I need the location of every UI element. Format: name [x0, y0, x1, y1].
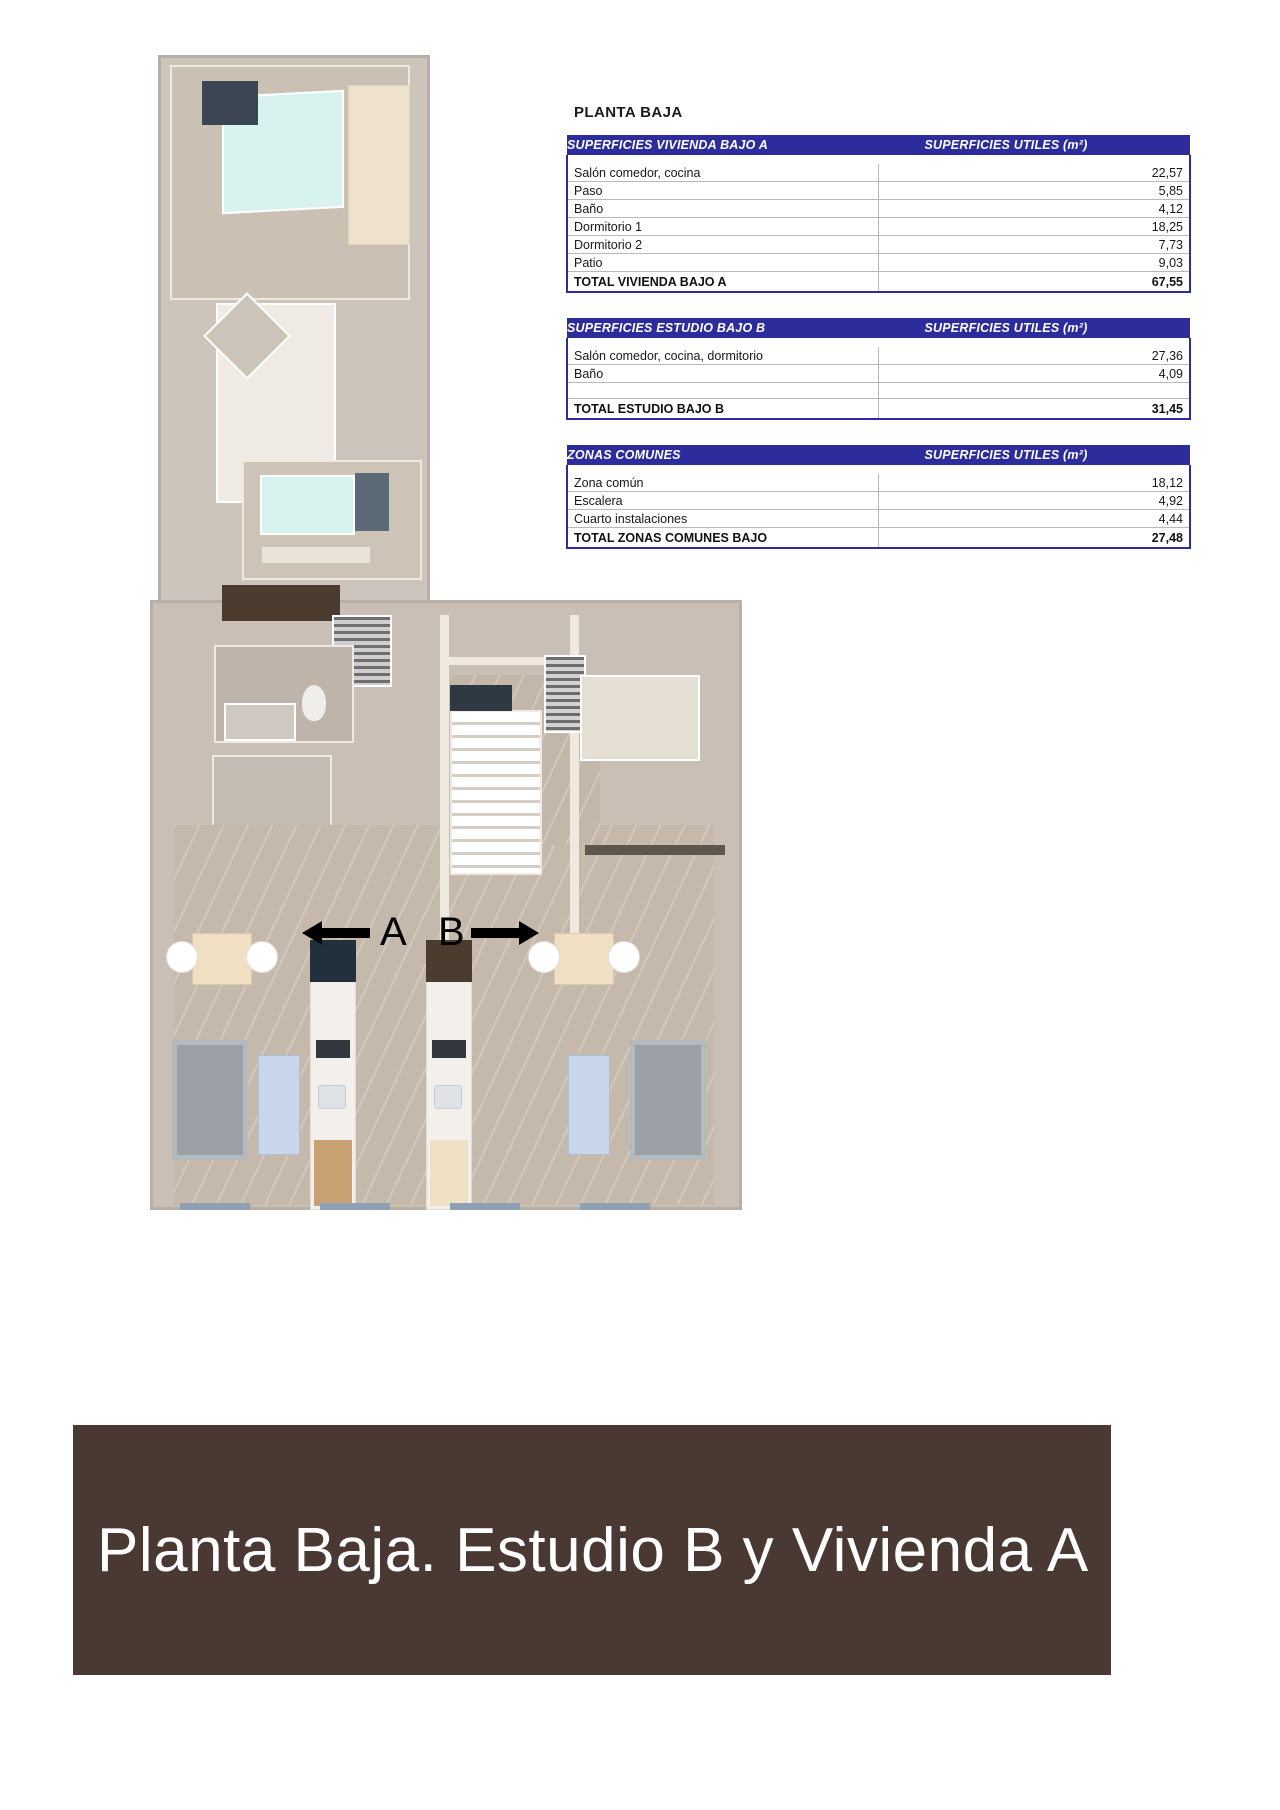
total-label: TOTAL ZONAS COMUNES BAJO: [567, 528, 879, 549]
table-header-left: SUPERFICIES VIVIENDA BAJO A: [567, 135, 879, 155]
row-value: 5,85: [879, 182, 1191, 200]
page-title: PLANTA BAJA: [574, 104, 683, 121]
row-label: Paso: [567, 182, 879, 200]
caption-banner: [73, 1425, 1111, 1675]
sink-icon: [318, 1085, 346, 1109]
table-row: [567, 474, 1190, 492]
table-row: [567, 365, 1190, 383]
table-row: [567, 218, 1190, 236]
wood-furniture-bar: [222, 585, 340, 621]
row-label: Cuarto instalaciones: [567, 510, 879, 528]
table-header-right: SUPERFICIES UTILES (m²): [879, 135, 1191, 155]
surfaces-tables-panel: [566, 104, 1198, 574]
row-label: Baño: [567, 365, 879, 383]
row-value: 18,25: [879, 218, 1191, 236]
pillow-dormitorio-2: [355, 473, 389, 531]
table-spacer: [567, 155, 1190, 164]
table-row: [567, 236, 1190, 254]
table-total-row: [567, 528, 1190, 549]
row-label: Escalera: [567, 492, 879, 510]
dark-divider-line: [585, 845, 725, 855]
closet-area: [212, 755, 332, 827]
row-value: 7,73: [879, 236, 1191, 254]
marker-a: [300, 910, 407, 955]
table-row: [567, 492, 1190, 510]
wardrobe-dormitorio-1: [348, 85, 410, 245]
row-value: 4,09: [879, 365, 1191, 383]
left-arrow-icon: [300, 916, 372, 950]
chair-icon: [166, 941, 198, 973]
marker-a-label: A: [380, 910, 407, 954]
hob-icon: [316, 1040, 350, 1058]
stair-landing: [450, 685, 512, 711]
chair-icon: [246, 941, 278, 973]
row-value: 27,36: [879, 347, 1191, 365]
rug-vivienda-a: [258, 1055, 300, 1155]
sink-icon: [434, 1085, 462, 1109]
wood-panel: [430, 1140, 468, 1206]
row-value: 18,12: [879, 474, 1191, 492]
row-value-empty: [879, 383, 1191, 399]
sofa-vivienda-a: [172, 1040, 248, 1160]
table-header-row: [567, 445, 1190, 465]
table-header-left: SUPERFICIES ESTUDIO BAJO B: [567, 318, 879, 338]
table-total-row: [567, 272, 1190, 293]
total-value: 67,55: [879, 272, 1191, 293]
bathtub-icon: [224, 703, 296, 741]
escalera-stairs: [450, 710, 542, 875]
row-label: Dormitorio 2: [567, 236, 879, 254]
table-spacer: [567, 465, 1190, 474]
wood-panel: [314, 1140, 352, 1206]
dining-table-estudio-b: [554, 933, 614, 985]
headboard-dormitorio-1: [202, 81, 258, 125]
table-spacer: [567, 338, 1190, 347]
total-value: 31,45: [879, 399, 1191, 420]
table-row: [567, 164, 1190, 182]
row-label: Dormitorio 1: [567, 218, 879, 236]
table-zonas-comunes: [566, 445, 1191, 549]
table-header-row: [567, 318, 1190, 338]
counter-zona-comun: [580, 675, 700, 761]
marker-b: [438, 910, 541, 955]
row-value: 4,92: [879, 492, 1191, 510]
table-empty-row: [567, 383, 1190, 399]
row-label: Zona común: [567, 474, 879, 492]
table-total-row: [567, 399, 1190, 420]
hob-icon: [432, 1040, 466, 1058]
table-row: [567, 510, 1190, 528]
row-value: 4,12: [879, 200, 1191, 218]
marker-b-label: B: [438, 910, 465, 954]
total-label: TOTAL VIVIENDA BAJO A: [567, 272, 879, 293]
table-header-left: ZONAS COMUNES: [567, 445, 879, 465]
table-row: [567, 182, 1190, 200]
entrance-door-extra: [580, 1203, 650, 1210]
table-header-right: SUPERFICIES UTILES (m²): [879, 318, 1191, 338]
table-header-right: SUPERFICIES UTILES (m²): [879, 445, 1191, 465]
toilet-icon: [302, 685, 326, 721]
row-value: 22,57: [879, 164, 1191, 182]
row-label: Salón comedor, cocina: [567, 164, 879, 182]
chair-icon: [608, 941, 640, 973]
table-row: [567, 200, 1190, 218]
furniture-strip-dormitorio-2: [262, 547, 370, 563]
row-label: Patio: [567, 254, 879, 272]
row-label-empty: [567, 383, 879, 399]
bed-dormitorio-2: [260, 475, 355, 535]
entrance-door-common: [320, 1203, 390, 1210]
caption-text: Planta Baja. Estudio B y Vivienda A: [97, 1515, 1089, 1585]
table-vivienda-bajo-a: [566, 135, 1191, 293]
sofa-estudio-b: [630, 1040, 706, 1160]
row-value: 9,03: [879, 254, 1191, 272]
table-row: [567, 347, 1190, 365]
total-value: 27,48: [879, 528, 1191, 549]
row-value: 4,44: [879, 510, 1191, 528]
rug-estudio-b: [568, 1055, 610, 1155]
table-estudio-bajo-b: [566, 318, 1191, 420]
total-label: TOTAL ESTUDIO BAJO B: [567, 399, 879, 420]
row-label: Salón comedor, cocina, dormitorio: [567, 347, 879, 365]
table-row: [567, 254, 1190, 272]
entrance-door-a: [180, 1203, 250, 1210]
dining-table-vivienda-a: [192, 933, 252, 985]
entrance-door-b: [450, 1203, 520, 1210]
row-label: Baño: [567, 200, 879, 218]
table-header-row: [567, 135, 1190, 155]
right-arrow-icon: [469, 916, 541, 950]
